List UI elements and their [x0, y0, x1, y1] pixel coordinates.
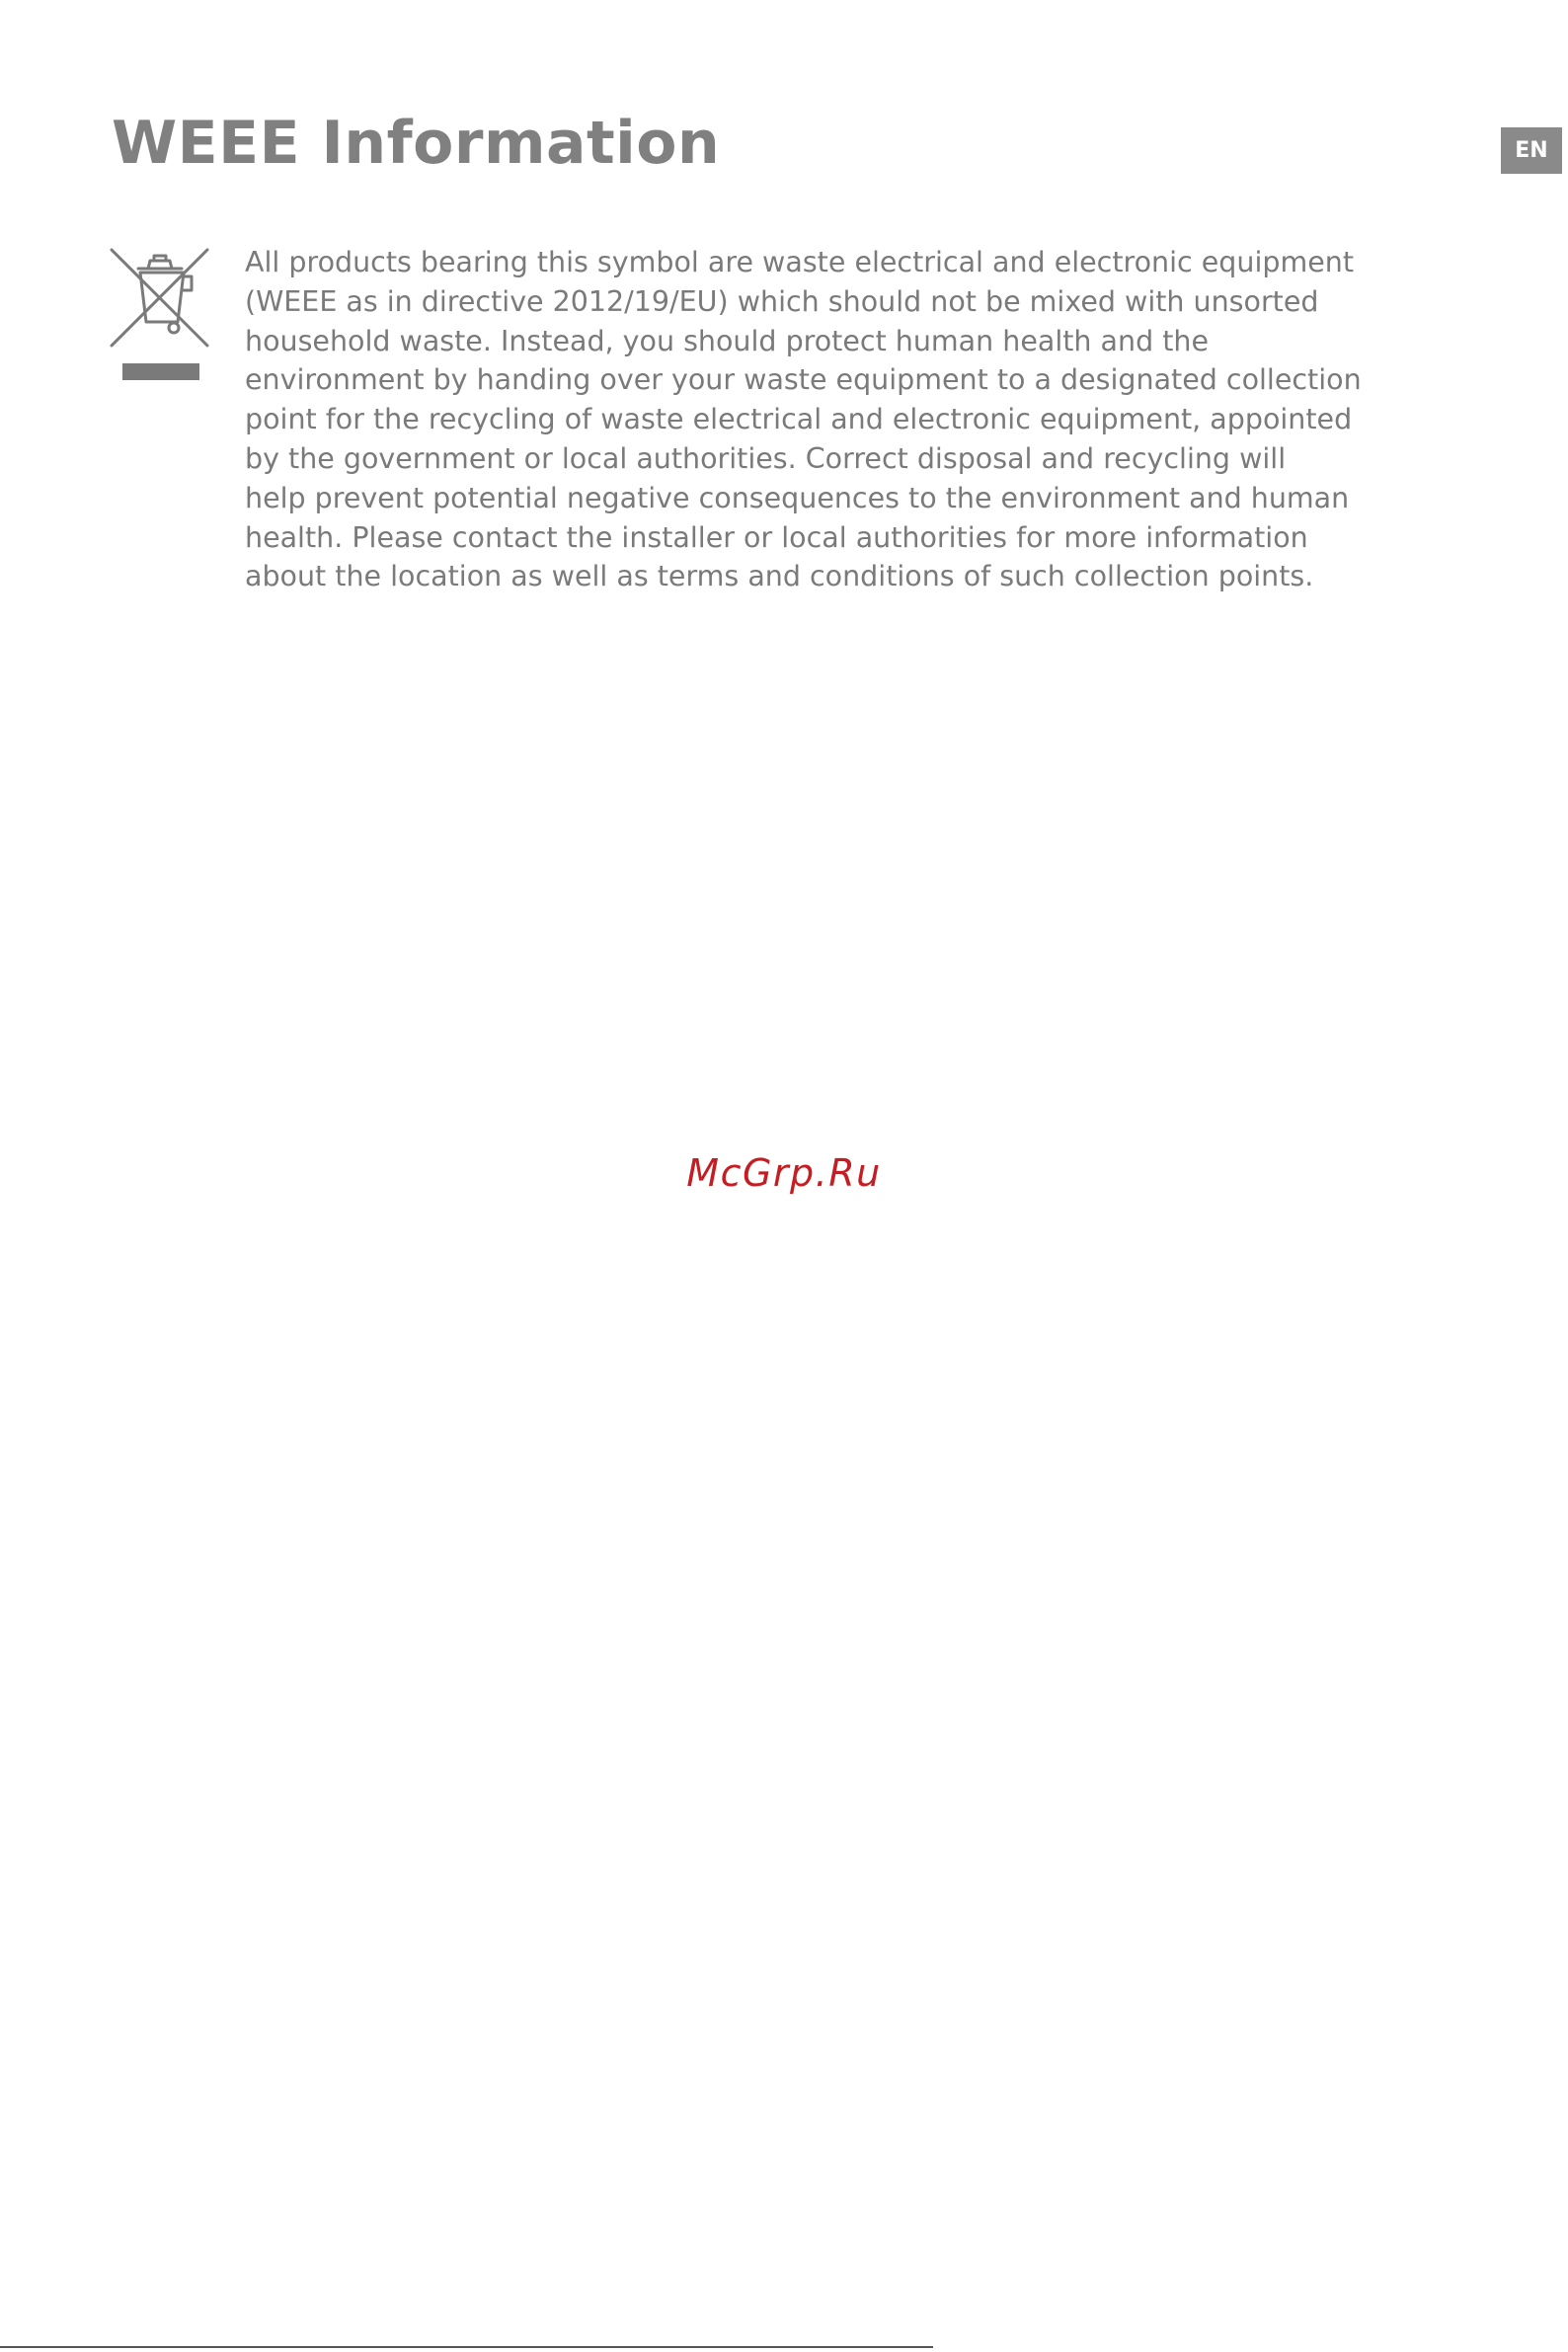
paragraph-line: help prevent potential negative consequences to the environment and human [245, 481, 1350, 514]
paragraph-line: environment by handing over your waste equipment to a designated collection [245, 363, 1362, 397]
weee-paragraph [245, 243, 1450, 596]
bottom-divider [0, 2346, 933, 2348]
paragraph-line: health. Please contact the installer or local authorities for more information [245, 520, 1308, 554]
paragraph-line: point for the recycling of waste electrical and electronic equipment, appointed [245, 403, 1353, 436]
paragraph-line: about the location as well as terms and conditions of such collection points. [245, 560, 1314, 593]
paragraph-line: household waste. Instead, you should protect human health and the [245, 324, 1209, 357]
watermark-text: McGrp.Ru [686, 1151, 882, 1195]
paragraph-line: by the government or local authorities. Correct disposal and recycling will [245, 441, 1287, 475]
paragraph-line: All products bearing this symbol are waste electrical and electronic equipment [245, 246, 1354, 278]
page-title: WEEE Information [112, 109, 721, 178]
paragraph-line: (WEEE as in directive 2012/19/EU) which should not be mixed with unsorted [245, 284, 1319, 318]
crossed-out-wheeled-bin-icon [109, 247, 211, 385]
language-badge: EN [1501, 127, 1562, 174]
